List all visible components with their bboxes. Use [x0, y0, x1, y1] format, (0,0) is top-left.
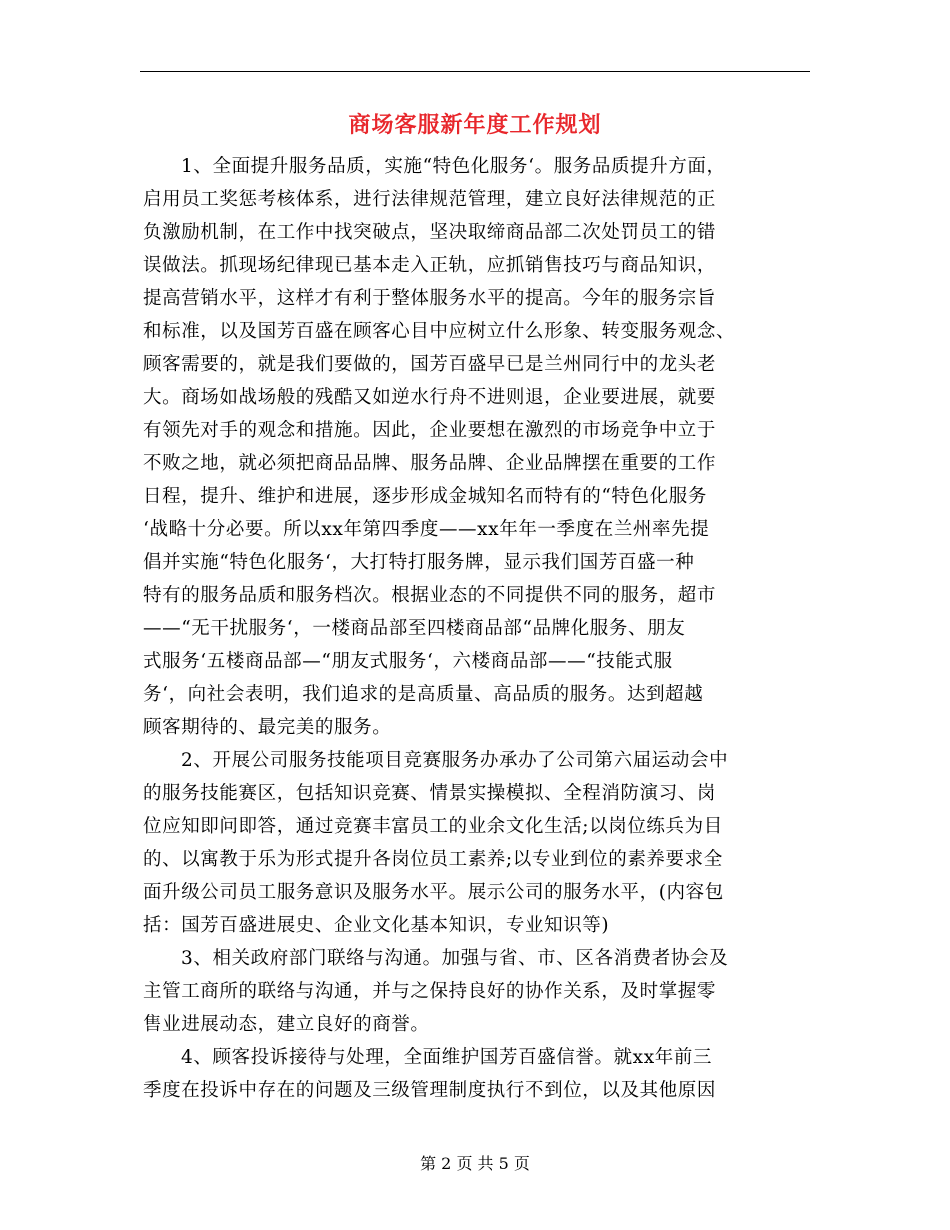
paragraph-line: 日程，提升、维护和进展，逐步形成金城知名而特有的“特色化服务 [143, 486, 707, 507]
page-number: 第 2 页 共 5 页 [420, 1154, 530, 1173]
paragraph-line: 和标准，以及国芳百盛在顾客心目中应树立什么形象、转变服务观念、 [143, 321, 736, 342]
paragraph-line: 面升级公司员工服务意识及服务水平。展示公司的服务水平，(内容包 [143, 882, 724, 903]
paragraph-line: 式服务‘五楼商品部—“朋友式服务‘，六楼商品部——“技能式服 [143, 651, 673, 672]
paragraph-line: ——“无干扰服务‘，一楼商品部至四楼商品部“品牌化服务、朋友 [143, 618, 686, 639]
paragraph-line: 有领先对手的观念和措施。因此，企业要想在激烈的市场竞争中立于 [143, 420, 717, 441]
paragraph-line: 顾客需要的，就是我们要做的，国芳百盛早已是兰州同行中的龙头老 [143, 354, 717, 375]
paragraph-line: 售业进展动态，建立良好的商誉。 [143, 1014, 430, 1035]
paragraph-line: 括：国芳百盛进展史、企业文化基本知识，专业知识等) [143, 915, 610, 936]
paragraph-line: 倡并实施“特色化服务‘，大打特打服务牌，显示我们国芳百盛一种 [143, 552, 695, 573]
paragraph-line: 位应知即问即答，通过竞赛丰富员工的业余文化生活;以岗位练兵为目 [143, 816, 723, 837]
paragraph-line: 不败之地，就必须把商品品牌、服务品牌、企业品牌摆在重要的工作 [143, 453, 717, 474]
paragraph-line: 4、顾客投诉接待与处理，全面维护国芳百盛信誉。就xx年前三 [181, 1047, 713, 1068]
paragraph-line: 季度在投诉中存在的问题及三级管理制度执行不到位，以及其他原因 [143, 1080, 717, 1101]
paragraph-line: 1、全面提升服务品质，实施“特色化服务‘。服务品质提升方面， [181, 156, 726, 177]
header-rule [140, 71, 810, 72]
paragraph-line: 顾客期待的、最完美的服务。 [143, 717, 392, 738]
paragraph-line: ‘战略十分必要。所以xx年第四季度——xx年年一季度在兰州率先提 [143, 519, 710, 540]
paragraph-line: 主管工商所的联络与沟通，并与之保持良好的协作关系，及时掌握零 [143, 981, 717, 1002]
paragraph-line: 2、开展公司服务技能项目竞赛服务办承办了公司第六届运动会中 [181, 750, 729, 771]
paragraph-line: 的服务技能赛区，包括知识竞赛、情景实操模拟、全程消防演习、岗 [143, 783, 717, 804]
paragraph-line: 3、相关政府部门联络与沟通。加强与省、市、区各消费者协会及 [181, 948, 729, 969]
paragraph-line: 启用员工奖惩考核体系，进行法律规范管理，建立良好法律规范的正 [143, 189, 717, 210]
document-body [143, 150, 815, 1107]
paragraph-line: 误做法。抓现场纪律现已基本走入正轨，应抓销售技巧与商品知识， [143, 255, 717, 276]
paragraph-line: 大。商场如战场般的残酷又如逆水行舟不进则退，企业要进展，就要 [143, 387, 717, 408]
paragraph-line: 提高营销水平，这样才有利于整体服务水平的提高。今年的服务宗旨 [143, 288, 717, 309]
paragraph-line: 特有的服务品质和服务档次。根据业态的不同提供不同的服务，超市 [143, 585, 717, 606]
paragraph-line: 的、以寓教于乐为形式提升各岗位员工素养;以专业到位的素养要求全 [143, 849, 723, 870]
paragraph-line: 负激励机制，在工作中找突破点，坚决取缔商品部二次处罚员工的错 [143, 222, 717, 243]
paragraph-line: 务‘，向社会表明，我们追求的是高质量、高品质的服务。达到超越 [143, 684, 704, 705]
document-title: 商场客服新年度工作规划 [348, 112, 602, 138]
